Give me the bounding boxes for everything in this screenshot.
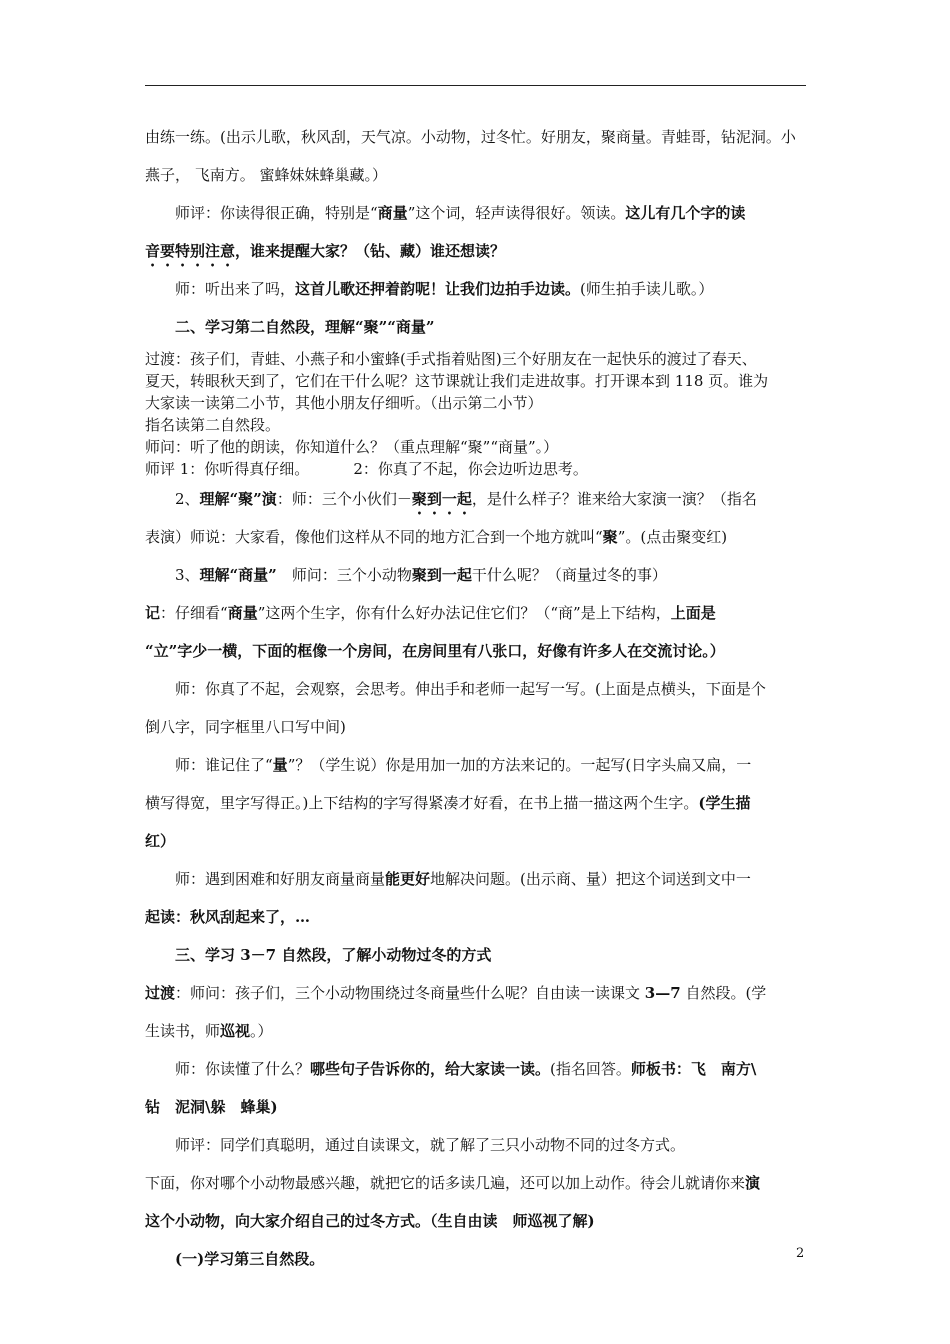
bold-text: 这首儿歌还押着韵呢！让我们边拍手边读。 — [295, 280, 581, 298]
paragraph-line — [145, 518, 809, 556]
bold-text: 过渡 — [145, 984, 176, 1002]
text-run: ”这个词，轻声读得很好。领读。 — [407, 204, 626, 222]
paragraph-line — [145, 860, 809, 898]
paragraph-line — [145, 746, 809, 784]
bold-text: 师板书：飞 南方\ — [630, 1060, 757, 1078]
text-run: ：师：三个小伙们－ — [276, 490, 412, 508]
bold-text: 上面是 — [670, 604, 716, 622]
paragraph-line — [145, 480, 809, 518]
emphasis-dotted-text: 聚到一起 — [411, 490, 472, 508]
bold-text: 量 — [272, 756, 288, 774]
text-run: 师：你真了不起，会观察，会思考。伸出手和老师一起写一写。(上面是点横头，下面是个 — [175, 680, 766, 698]
text-run: 地解决问题。(出示商、量）把这个词送到文中一 — [430, 870, 751, 888]
paragraph-line — [145, 1088, 809, 1126]
text-run: 师评：同学们真聪明，通过自读课文，就了解了三只小动物不同的过冬方式。 — [175, 1136, 686, 1154]
bold-text: 聚 — [602, 528, 618, 546]
bold-text: 理解“商量” — [199, 566, 277, 584]
paragraph-line — [145, 822, 809, 860]
section-heading: 三、学习 3－7 自然段，了解小动物过冬的方式 — [175, 946, 492, 964]
bold-text: 这儿有几个字的读 — [625, 204, 746, 222]
paragraph-line — [145, 784, 809, 822]
section-heading: (一)学习第三自然段。 — [175, 1250, 325, 1268]
paragraph-line — [145, 156, 809, 194]
paragraph-block — [145, 348, 809, 480]
paragraph-line — [145, 270, 809, 308]
bold-text: “立”字少一横，下面的框像一个房间，在房间里有八张口，好像有许多人在交流讨论。） — [145, 642, 725, 660]
text-run: 横写得宽，里字写得正。)上下结构的字写得紧凑才好看，在书上描一描这两个生字。 — [145, 794, 699, 812]
paragraph-line — [145, 632, 809, 670]
paragraph-line — [145, 594, 809, 632]
text-run: 生读书，师 — [145, 1022, 221, 1040]
document-body — [145, 118, 809, 1278]
paragraph-line — [145, 1202, 809, 1240]
bold-text: 商量 — [227, 604, 258, 622]
text-run: (指名回答。 — [550, 1060, 631, 1078]
text-run: 过渡：孩子们，青蛙、小燕子和小蜜蜂(手式指着贴图)三个好朋友在一起快乐的渡过了春天、 — [145, 350, 757, 368]
page-number: 2 — [796, 1246, 805, 1261]
text-run: 师问：听了他的朗读，你知道什么？（重点理解“聚”“商量”。） — [145, 438, 559, 456]
paragraph-line — [145, 708, 809, 746]
bold-text: 起读：秋风刮起来了，… — [145, 908, 311, 926]
text-run: ：师问：孩子们，三个小动物围绕过冬商量些什么呢？自由读一读课文 — [175, 984, 645, 1002]
paragraph-line — [145, 232, 809, 270]
bold-text: 这个小动物，向大家介绍自己的过冬方式。（生自由读 师巡视了解) — [145, 1212, 595, 1230]
text-run: 大家读一读第二小节，其他小朋友仔细听。（出示第二小节） — [145, 394, 543, 412]
text-run: (师生拍手读儿歌。） — [580, 280, 714, 298]
text-run: 2：你真了不起，你会边听边思考。 — [353, 460, 588, 478]
paragraph-line — [145, 556, 809, 594]
text-run: 师：听出来了吗， — [175, 280, 296, 298]
bold-text: 哪些句子告诉你的，给大家读一读。 — [310, 1060, 551, 1078]
paragraph-line — [145, 1164, 809, 1202]
bold-text: 理解“聚”演 — [199, 490, 277, 508]
paragraph-line — [145, 1050, 809, 1088]
text-run: ，是什么样子？谁来给大家演一演？（指名 — [471, 490, 757, 508]
text-run: 师评 1：你听得真仔细。 — [145, 460, 310, 478]
text-run: 师：你读懂了什么？ — [175, 1060, 311, 1078]
text-run: ：仔细看“ — [160, 604, 228, 622]
text-run: 指名读第二自然段。 — [145, 416, 281, 434]
emphasis-dotted-text: 音要特别注意 — [145, 242, 236, 260]
text-run: 干什么呢？（商量过冬的事） — [471, 566, 667, 584]
paragraph-line — [145, 898, 809, 936]
bold-text: 钻 泥洞\躲 蜂巢) — [145, 1098, 278, 1116]
text-run: ”。(点击聚变红) — [617, 528, 728, 546]
bold-text: 3—7 — [644, 984, 681, 1002]
paragraph-line — [145, 458, 809, 480]
text-run: ”？（学生说）你是用加一加的方法来记的。一起写(日字头扁又扁，一 — [287, 756, 752, 774]
paragraph-line — [145, 436, 809, 458]
section-heading: 二、学习第二自然段，理解“聚”“商量” — [175, 318, 435, 336]
bold-text: 商量 — [377, 204, 408, 222]
paragraph-line — [145, 670, 809, 708]
paragraph-line — [145, 392, 809, 414]
text-run: 师评：你读得很正确，特别是“ — [175, 204, 378, 222]
header-rule — [145, 85, 806, 86]
bold-text: (学生描 — [698, 794, 751, 812]
text-run: 由练一练。(出示儿歌，秋风刮，天气凉。小动物，过冬忙。好朋友，聚商量。青蛙哥，钻泥洞。小 — [145, 128, 796, 146]
paragraph-line — [145, 370, 809, 392]
text-run: 燕子， 飞南方。 蜜蜂妹妹蜂巢藏。） — [145, 166, 388, 184]
text-run: 3、 — [175, 566, 200, 584]
paragraph-line — [145, 194, 809, 232]
text-run: 2、 — [175, 490, 200, 508]
text-run: ”这两个生字，你有什么好办法记住它们？（“商”是上下结构， — [257, 604, 671, 622]
text-run: 师问：三个小动物 — [291, 566, 412, 584]
text-run: 倒八字，同字框里八口写中间) — [145, 718, 346, 736]
bold-text: ，谁来提醒大家？（钻、藏）谁还想读？ — [235, 242, 506, 260]
paragraph-line — [145, 974, 809, 1012]
text-run: 表演）师说：大家看，像他们这样从不同的地方汇合到一个地方就叫“ — [145, 528, 603, 546]
bold-text: 巡视 — [220, 1022, 251, 1040]
paragraph-line — [145, 414, 809, 436]
text-run: 师：谁记住了“ — [175, 756, 273, 774]
text-run: 师：遇到困难和好朋友商量商量 — [175, 870, 386, 888]
bold-text: 演 — [745, 1174, 761, 1192]
paragraph-line — [145, 348, 809, 370]
text-run: 自然段。(学 — [680, 984, 767, 1002]
text-run: 夏天，转眼秋天到了，它们在干什么呢？这节课就让我们走进故事。打开课本到 118 页。谁为 — [145, 372, 769, 390]
bold-text: 聚到一起 — [411, 566, 472, 584]
paragraph-line — [145, 1012, 809, 1050]
bold-text: 记 — [145, 604, 161, 622]
bold-text: 能更好 — [385, 870, 431, 888]
bold-text: 红） — [145, 832, 176, 850]
text-run: 。） — [250, 1022, 273, 1040]
paragraph-line — [145, 118, 809, 156]
paragraph-line — [145, 1126, 809, 1164]
text-run: 下面，你对哪个小动物最感兴趣，就把它的话多读几遍，还可以加上动作。待会儿就请你来 — [145, 1174, 746, 1192]
